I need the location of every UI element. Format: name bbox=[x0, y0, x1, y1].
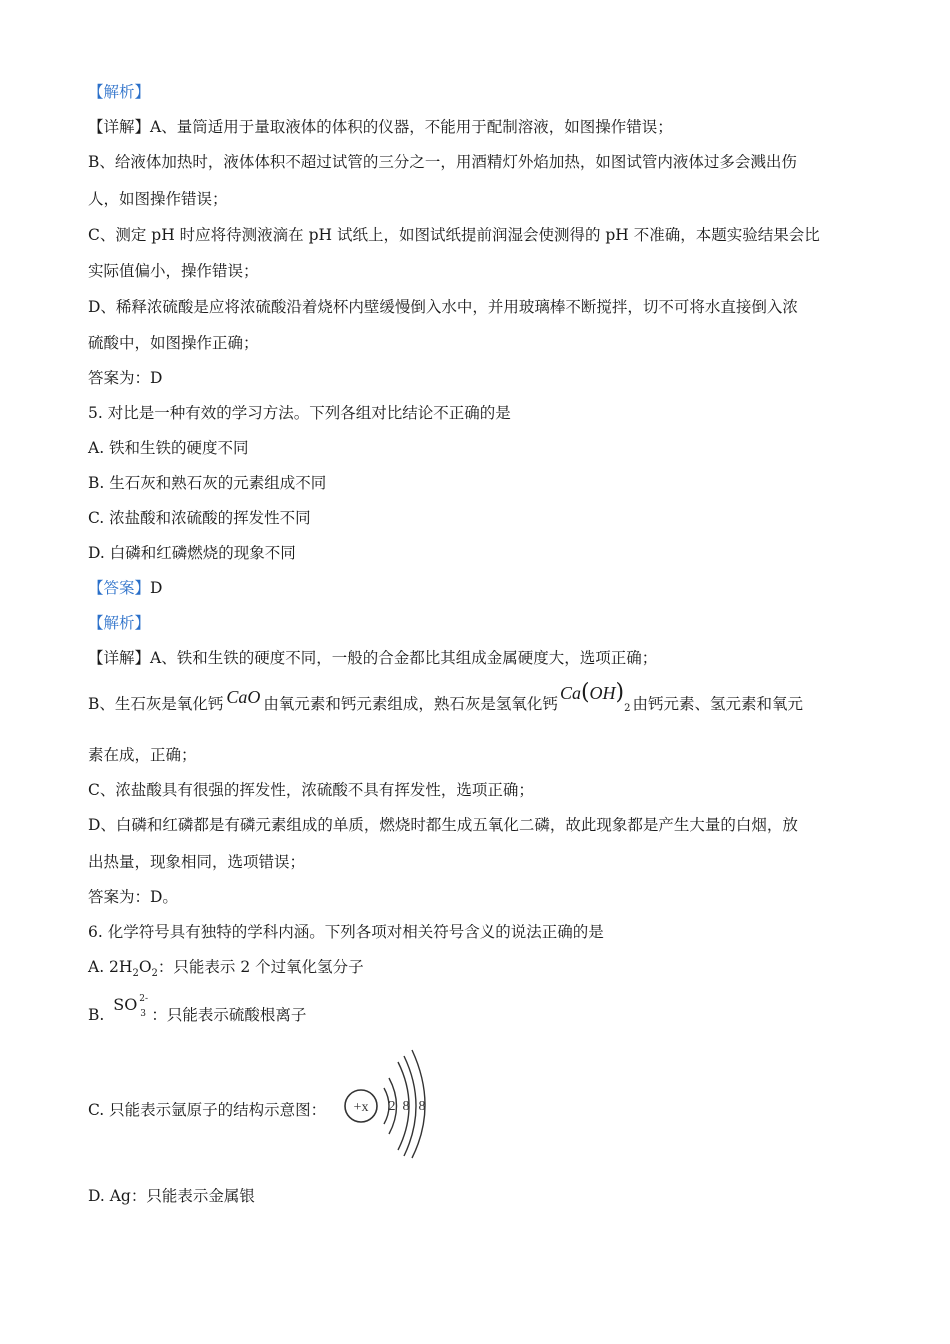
formula-subscript-2: 2 bbox=[624, 703, 631, 714]
question-5-option-a: A. 铁和生铁的硬度不同 bbox=[88, 439, 249, 457]
question-6-stem: 6. 化学符号具有独特的学科内涵。下列各项对相关符号含义的说法正确的是 bbox=[88, 923, 604, 941]
electron-count-3: 8 bbox=[418, 1099, 426, 1114]
answer-value: D bbox=[150, 579, 163, 597]
q6a-o: O bbox=[138, 958, 152, 976]
question-6-option-d: D. Ag：只能表示金属银 bbox=[88, 1187, 255, 1205]
question-6-option-b bbox=[88, 994, 307, 1025]
detail-2-line-a bbox=[88, 648, 657, 668]
detail-1-c-line-1: C、测定 pH 时应将待测液滴在 pH 试纸上，如图试纸提前润湿会使测得的 pH 不准确，本题实验结果会比 bbox=[88, 226, 820, 244]
q6b-text: ：只能表示硫酸根离子 bbox=[151, 1006, 307, 1024]
answer-5-line bbox=[88, 578, 162, 598]
q6a-sub-2: 2 bbox=[151, 968, 158, 979]
detail-1-line-a bbox=[88, 117, 673, 137]
detail-2-b-text-1: B、生石灰是氧化钙 bbox=[88, 695, 224, 713]
formula-sulfite-charge: 2- bbox=[139, 994, 149, 1004]
formula-paren-close: ) bbox=[615, 680, 625, 705]
detail-1-b-line-2: 人，如图操作错误； bbox=[88, 190, 228, 208]
electron-count-1: 2 bbox=[388, 1099, 396, 1114]
answer-line-2: 答案为：D。 bbox=[88, 888, 178, 906]
question-5-option-b: B. 生石灰和熟石灰的元素组成不同 bbox=[88, 474, 327, 492]
formula-ca-oh-2 bbox=[559, 680, 631, 714]
detail-1-b-line-1: B、给液体加热时，液体体积不超过试管的三分之一，用酒精灯外焰加热，如图试管内液体过多会溅出伤 bbox=[88, 153, 797, 171]
detail-2-b-text-3: 由钙元素、氢元素和氧元 bbox=[632, 695, 804, 713]
detail-1-c-line-2: 实际值偏小，操作错误； bbox=[88, 262, 259, 280]
formula-sulfite bbox=[113, 994, 149, 1019]
detail-2-b-text-2: 由氧元素和钙元素组成，熟石灰是氢氧化钙 bbox=[263, 695, 558, 713]
detail-2-a-text: A、铁和生铁的硬度不同，一般的合金都比其组成金属硬度大，选项正确； bbox=[150, 649, 658, 667]
question-5-option-c: C. 浓盐酸和浓硫酸的挥发性不同 bbox=[88, 509, 311, 527]
q6a-text: ：只能表示 2 个过氧化氢分子 bbox=[157, 958, 364, 976]
formula-paren-open: ( bbox=[580, 680, 590, 705]
answer-line-1: 答案为：D bbox=[88, 369, 163, 387]
q6a-sub-1: 2 bbox=[132, 968, 139, 979]
detail-2-b-line-2: 素在成，正确； bbox=[88, 746, 197, 764]
q6a-2h: A. 2H bbox=[88, 958, 133, 976]
question-5-option-d: D. 白磷和红磷燃烧的现象不同 bbox=[88, 544, 296, 562]
detail-1-d-line-2: 硫酸中，如图操作正确； bbox=[88, 334, 259, 352]
formula-oh: OH bbox=[589, 683, 616, 703]
q6b-label: B. bbox=[88, 1006, 105, 1024]
analysis-label-1: 【解析】 bbox=[88, 83, 151, 101]
detail-1-a-text: A、量筒适用于量取液体的体积的仪器，不能用于配制溶液，如图操作错误； bbox=[150, 118, 673, 136]
detail-2-c-line: C、浓盐酸具有很强的挥发性，浓硫酸不具有挥发性，选项正确； bbox=[88, 781, 534, 799]
formula-sulfite-subscript: 3 bbox=[140, 1009, 146, 1019]
question-5-stem: 5. 对比是一种有效的学习方法。下列各组对比结论不正确的是 bbox=[88, 404, 511, 422]
formula-so: SO bbox=[113, 995, 138, 1014]
detail-2-b-line-1 bbox=[88, 680, 804, 717]
detail-1-d-line-1: D、稀释浓硫酸是应将浓硫酸沿着烧杯内壁缓慢倒入水中，并用玻璃棒不断搅拌，切不可将水直接倒入浓 bbox=[88, 298, 798, 316]
question-6-option-c: C. 只能表示氩原子的结构示意图： bbox=[88, 1101, 327, 1119]
question-6-option-a bbox=[88, 957, 364, 980]
formula-cao: CaO bbox=[226, 687, 261, 707]
detail-2-d-line-1: D、白磷和红磷都是有磷元素组成的单质，燃烧时都生成五氧化二磷，故此现象都是产生大量的白烟，放 bbox=[88, 816, 798, 834]
formula-ca: Ca bbox=[559, 683, 581, 703]
detail-label-2: 【详解】 bbox=[88, 649, 151, 667]
electron-count-2: 8 bbox=[402, 1099, 410, 1114]
analysis-label-2: 【解析】 bbox=[88, 614, 151, 632]
detail-label-1: 【详解】 bbox=[88, 118, 151, 136]
answer-label: 【答案】 bbox=[88, 579, 151, 597]
atom-structure-diagram bbox=[340, 1048, 440, 1160]
detail-2-d-line-2: 出热量，现象相同，选项错误； bbox=[88, 853, 306, 871]
nucleus-charge: +x bbox=[353, 1100, 369, 1115]
